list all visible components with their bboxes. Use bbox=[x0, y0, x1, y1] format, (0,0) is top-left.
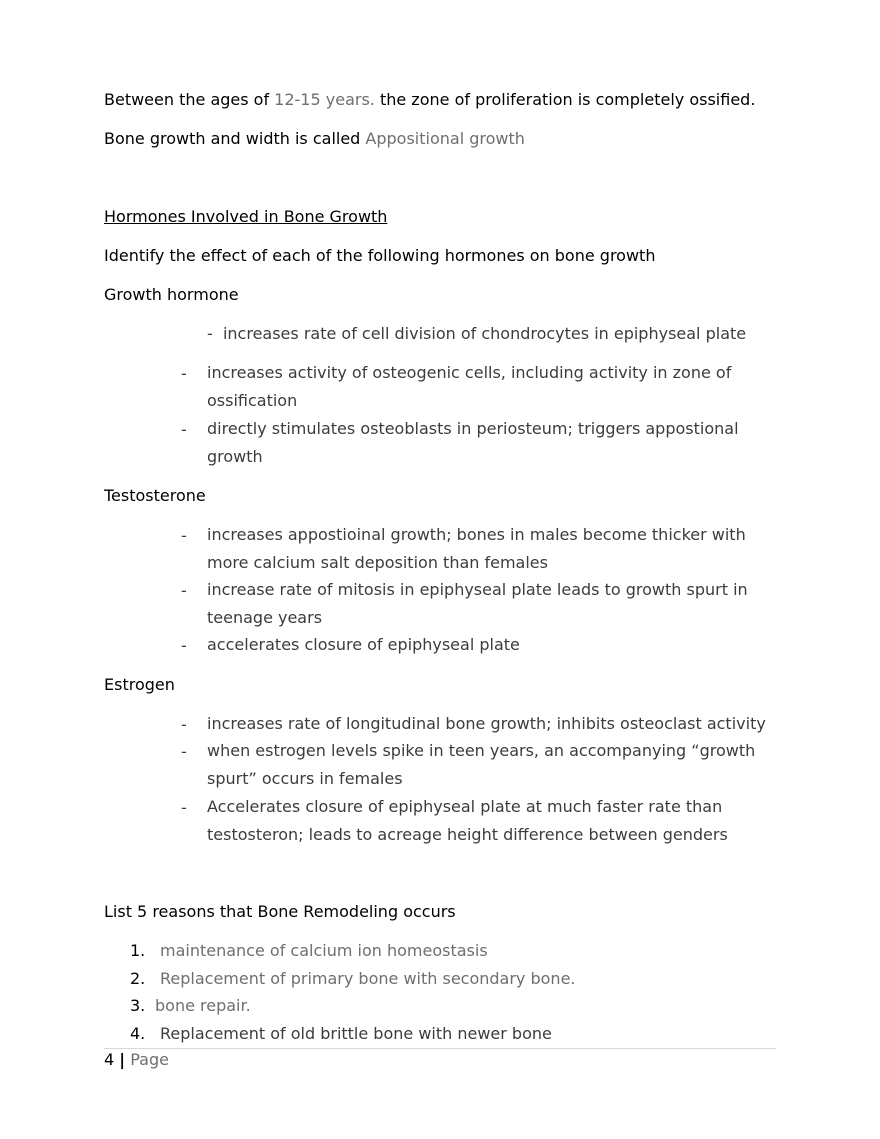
ossification-text-end: the zone of proliferation is completely ossified. bbox=[374, 90, 756, 109]
growth-hormone-title: Growth hormone bbox=[104, 285, 239, 304]
estrogen-item: when estrogen levels spike in teen years, an accompanying “growth spurt” occurs in females bbox=[207, 741, 756, 788]
footer-separator: | bbox=[119, 1050, 126, 1069]
remodeling-item bbox=[130, 1024, 552, 1044]
list-number: 2. bbox=[130, 969, 146, 988]
bullet-dash: - bbox=[181, 742, 187, 761]
ossification-text-start: Between the ages of bbox=[104, 90, 275, 109]
list-number: 1. bbox=[130, 941, 146, 960]
bullet-dash: - bbox=[207, 324, 213, 343]
testosterone-item: increases appostioinal growth; bones in males become thicker with more calcium salt deposition than females bbox=[207, 525, 746, 572]
estrogen-item: Accelerates closure of epiphyseal plate at much faster rate than testosteron; leads to acreage height difference between genders bbox=[207, 797, 728, 844]
appositional-sentence bbox=[104, 129, 525, 149]
bullet-dash: - bbox=[181, 364, 187, 383]
growth-hormone-item: directly stimulates osteoblasts in periosteum; triggers appostional growth bbox=[207, 419, 739, 466]
page-number: 4 bbox=[104, 1050, 115, 1069]
remodeling-item-text: Replacement of old brittle bone with newer bone bbox=[160, 1024, 552, 1043]
remodeling-item bbox=[130, 969, 576, 989]
ossification-age-answer: 12-15 years. bbox=[274, 90, 375, 109]
appositional-text: Bone growth and width is called bbox=[104, 129, 366, 148]
ossification-sentence bbox=[104, 90, 755, 110]
page-footer bbox=[104, 1050, 169, 1070]
testosterone-item: increase rate of mitosis in epiphyseal plate leads to growth spurt in teenage years bbox=[207, 580, 748, 627]
remodeling-title: List 5 reasons that Bone Remodeling occurs bbox=[104, 902, 456, 921]
remodeling-item-text: Replacement of primary bone with secondary bone. bbox=[160, 969, 576, 988]
bullet-dash: - bbox=[181, 581, 187, 600]
bullet-dash: - bbox=[181, 420, 187, 439]
growth-hormone-item: increases activity of osteogenic cells, including activity in zone of ossification bbox=[207, 363, 732, 410]
hormones-prompt: Identify the effect of each of the following hormones on bone growth bbox=[104, 246, 656, 265]
list-number: 4. bbox=[130, 1024, 146, 1043]
list-number: 3. bbox=[130, 996, 146, 1015]
page-label: Page bbox=[130, 1050, 169, 1069]
remodeling-item bbox=[130, 996, 251, 1016]
remodeling-item bbox=[130, 941, 488, 961]
footer-divider bbox=[104, 1048, 776, 1049]
estrogen-title: Estrogen bbox=[104, 675, 175, 694]
testosterone-title: Testosterone bbox=[104, 486, 206, 505]
hormones-heading: Hormones Involved in Bone Growth bbox=[104, 207, 388, 226]
testosterone-item: accelerates closure of epiphyseal plate bbox=[207, 635, 520, 654]
estrogen-item: increases rate of longitudinal bone growth; inhibits osteoclast activity bbox=[207, 714, 766, 733]
bullet-dash: - bbox=[181, 526, 187, 545]
bullet-dash: - bbox=[181, 715, 187, 734]
appositional-answer: Appositional growth bbox=[365, 129, 525, 148]
remodeling-item-text: bone repair. bbox=[155, 996, 251, 1015]
bullet-dash: - bbox=[181, 798, 187, 817]
bullet-dash: - bbox=[181, 636, 187, 655]
growth-hormone-first-item bbox=[207, 324, 746, 344]
growth-hormone-first-text: increases rate of cell division of chondrocytes in epiphyseal plate bbox=[222, 324, 747, 343]
remodeling-item-text: maintenance of calcium ion homeostasis bbox=[160, 941, 488, 960]
